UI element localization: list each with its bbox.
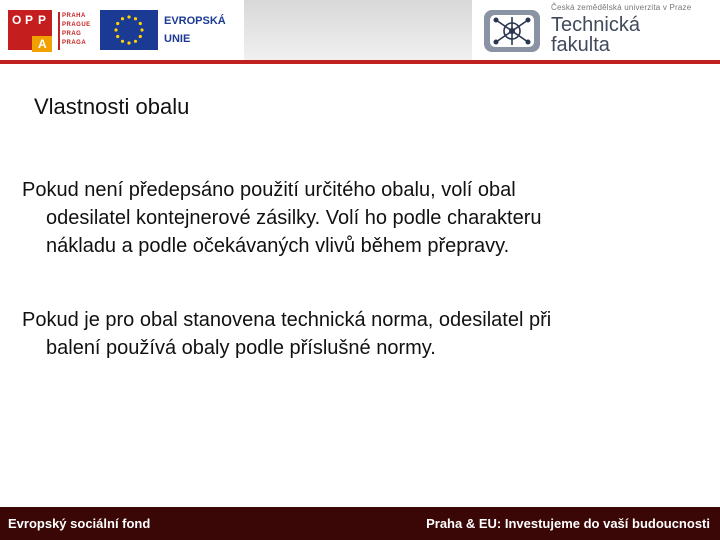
opp-letter-o: O (12, 13, 22, 27)
paragraph-line: Pokud je pro obal stanovena technická norma, odesilatel při (22, 309, 552, 331)
header-band (0, 0, 720, 64)
praha-word: PRAHA (62, 13, 86, 19)
footer-bar (0, 507, 720, 540)
eu-label-line1: EVROPSKÁ (164, 15, 226, 27)
opp-letter-a: A (38, 37, 47, 51)
footer-left-text: Evropský sociální fond (8, 516, 151, 531)
university-name: Česká zemědělská univerzita v Praze (551, 3, 692, 12)
praha-wordmark (58, 12, 98, 50)
header-accent-line (0, 60, 720, 64)
paragraph-line: odesilatel kontejnerové zásilky. Volí ho podle charakteru (46, 207, 542, 229)
footer-right-text: Praha & EU: Investujeme do vaší budoucnosti (426, 516, 710, 531)
praha-word: PRAGUE (62, 22, 91, 28)
body-paragraph-2 (22, 306, 682, 362)
faculty-name-line2: fakulta (551, 34, 610, 56)
praha-word: PRAGA (62, 40, 87, 46)
faculty-name-line1: Technická (551, 14, 640, 36)
body-paragraph-1 (22, 176, 682, 260)
paragraph-line: balení používá obaly podle příslušné normy. (46, 337, 436, 359)
opp-logo-a-block (32, 36, 52, 52)
paragraph-line: Pokud není předepsáno použití určitého obalu, volí obal (22, 179, 516, 201)
eu-stars-icon (100, 10, 158, 50)
header-divider-panel (244, 0, 472, 60)
faculty-emblem-icon (482, 6, 542, 56)
eu-flag-icon (100, 10, 158, 50)
slide-title: Vlastnosti obalu (34, 94, 190, 119)
opp-letter-p2: P (38, 13, 47, 27)
paragraph-line: nákladu a podle očekávaných vlivů během přepravy. (46, 235, 510, 257)
eu-label-line2: UNIE (164, 33, 191, 45)
opp-letter-p1: P (25, 13, 34, 27)
praha-word: PRAG (62, 31, 82, 37)
